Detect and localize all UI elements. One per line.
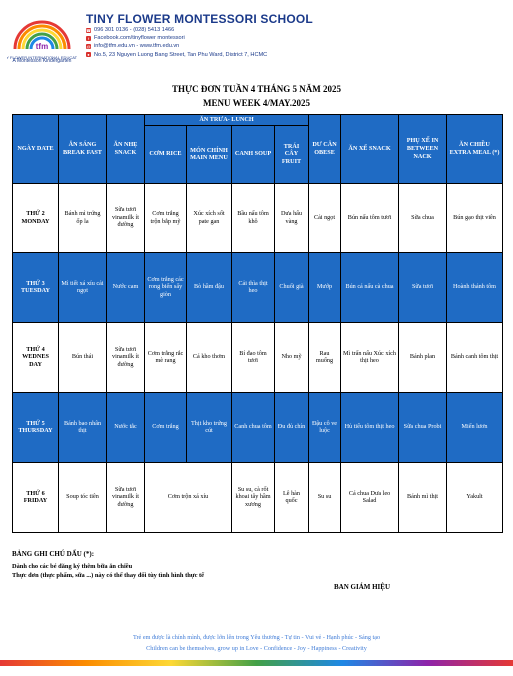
rice-cell: Cơm trắng rắc mè rang xyxy=(145,322,187,392)
day-cell: THỨ 2 MONDAY xyxy=(13,183,59,252)
snack-cell: Nước cam xyxy=(107,252,145,322)
table-row xyxy=(13,462,503,532)
extra-cell: Bún gạo thịt viên xyxy=(447,183,503,252)
wake-snack-cell: Cá chua Dưa leo Salad xyxy=(341,462,399,532)
obese-cell: Rau muống xyxy=(309,322,341,392)
header-main: MÓN CHÍNH MAIN MENU xyxy=(187,125,232,183)
soup-cell: Cải thìa thịt heo xyxy=(232,252,275,322)
extra-cell: Yakult xyxy=(447,462,503,532)
wake-snack-cell: Hủ tiếu tôm thịt heo xyxy=(341,392,399,462)
board-signature: BAN GIÁM HIỆU xyxy=(334,583,391,591)
menu-title-english: MENU WEEK 4/MAY.2025 xyxy=(203,98,310,108)
breakfast-cell: Soup tóc tiên xyxy=(59,462,107,532)
between-cell: Bánh plan xyxy=(399,322,447,392)
logo-mark: tfm xyxy=(35,42,49,51)
contact-info xyxy=(86,26,267,59)
rice-cell: Cơm trắng các rong biển sấy giòn xyxy=(145,252,187,322)
obese-cell: Su su xyxy=(309,462,341,532)
table-row xyxy=(13,183,503,252)
fruit-cell: Dưa hấu vàng xyxy=(275,183,309,252)
menu-title-vietnamese: THỰC ĐƠN TUẦN 4 THÁNG 5 NĂM 2025 xyxy=(171,84,342,94)
obese-cell: Mướp xyxy=(309,252,341,322)
extra-cell: Miến lươn xyxy=(447,392,503,462)
header-wake-snack: ĂN XẾ SNACK xyxy=(341,115,399,184)
logo-subtitle: A Montessori Kindergarten xyxy=(12,58,72,64)
extra-cell: Hoành thánh tôm xyxy=(447,252,503,322)
rice-main-cell: Cơm trộn xá xíu xyxy=(145,462,232,532)
wake-snack-cell: Mì trấn nấu Xúc xích thịt heo xyxy=(341,322,399,392)
logo-ring-text: FLOWER INTERNATIONAL EDUCAT xyxy=(9,55,77,60)
soup-cell: Bầu nấu tôm khô xyxy=(232,183,275,252)
breakfast-cell: Bún thái xyxy=(59,322,107,392)
snack-cell: Nước tắc xyxy=(107,392,145,462)
fruit-cell: Nho mỹ xyxy=(275,322,309,392)
notes-line-2: Thực đơn (thực phẩm, sữa ...) này có thể thay đổi tùy tình hình thực tế xyxy=(12,572,204,579)
address-text: No.5, 23 Nguyen Luong Bang Street, Tan Phu Ward, District 7, HCMC xyxy=(94,51,268,58)
facebook-icon: f xyxy=(87,35,90,41)
main-cell: Cá kho thơm xyxy=(187,322,232,392)
snack-cell: Sữa tươi vinamilk ít đường xyxy=(107,322,145,392)
main-cell: Thịt kho trứng cút xyxy=(187,392,232,462)
breakfast-cell: Bánh bao nhân thịt xyxy=(59,392,107,462)
day-cell: THỨ 4 WEDNES DAY xyxy=(13,322,59,392)
footer-motto-vietnamese: Trẻ em được là chính mình, được lớn lên trong Yêu thương - Tự tin - Vui vẻ - Hạnh phúc - Sáng tạo xyxy=(132,634,381,641)
rice-cell: Cơm trắng trộn bắp mỹ xyxy=(145,183,187,252)
main-cell: Xúc xích sốt pate gan xyxy=(187,183,232,252)
fruit-cell: Chuối già xyxy=(275,252,309,322)
fruit-cell: Lê hàn quốc xyxy=(275,462,309,532)
header-snack: ĂN NHẸ SNACK xyxy=(107,115,145,184)
breakfast-cell: Bánh mì trứng ốp la xyxy=(59,183,107,252)
soup-cell: Su su, cà rốt khoai tây hầm xương xyxy=(232,462,275,532)
main-cell: Bò hầm đậu xyxy=(187,252,232,322)
header-rice: CƠM RICE xyxy=(145,125,187,183)
phone-text: 096 301 0136 - (028) 5413 1466 xyxy=(94,27,175,33)
facebook-text: Facebook.com/tinyflower montessori xyxy=(94,35,185,42)
extra-cell: Bánh canh tôm thịt xyxy=(447,322,503,392)
email-text: info@tfm.edu.vn - www.tfm.edu.vn xyxy=(94,43,180,50)
header-date: NGÀY DATE xyxy=(13,115,59,184)
header-soup: CANH SOUP xyxy=(232,125,275,183)
snack-cell: Sữa tươi vinamilk ít đường xyxy=(107,183,145,252)
table-row xyxy=(13,392,503,462)
notes-line-1: Dành cho các bé đăng ký thêm bữa ăn chiều xyxy=(12,563,133,570)
table-row xyxy=(13,322,503,392)
day-cell: THỨ 5 THURSDAY xyxy=(13,392,59,462)
weekly-menu-table xyxy=(12,114,503,533)
snack-cell: Sữa tươi vinamilk ít đường xyxy=(107,462,145,532)
fruit-cell: Đu đủ chín xyxy=(275,392,309,462)
between-cell: Sữa chua xyxy=(399,183,447,252)
header-between-snack: PHỤ XẾ IN BETWEEN NACK xyxy=(399,115,447,184)
obese-cell: Đậu cô ve luộc xyxy=(309,392,341,462)
soup-cell: Bí đao tôm tươi xyxy=(232,322,275,392)
rice-cell: Cơm trắng xyxy=(145,392,187,462)
notes-title: BẢNG GHI CHÚ DẤU (*): xyxy=(12,550,95,558)
between-cell: Sữa chua Probi xyxy=(399,392,447,462)
rainbow-divider xyxy=(0,660,513,666)
between-cell: Bánh mì thịt xyxy=(399,462,447,532)
phone-icon: ☎ xyxy=(86,27,91,33)
table-row xyxy=(13,252,503,322)
day-cell: THỨ 3 TUESDAY xyxy=(13,252,59,322)
wake-snack-cell: Bún nấu tôm tươi xyxy=(341,183,399,252)
footer-motto-english: Children can be themselves, grow up in Love - Confidence - Joy - Happiness - Creativity xyxy=(146,645,367,652)
day-cell: THỨ 6 FRIDAY xyxy=(13,462,59,532)
header-breakfast: ĂN SÁNG BREAK FAST xyxy=(59,115,107,184)
header-obese: DƯ CÂN OBESE xyxy=(309,115,341,184)
email-icon: @ xyxy=(86,44,91,49)
header-extra-meal: ĂN CHIỀU EXTRA MEAL (*) xyxy=(447,115,503,184)
location-icon: ● xyxy=(87,52,90,58)
school-header xyxy=(0,0,513,72)
school-logo xyxy=(7,5,77,65)
header-fruit: TRÁI CÂY FRUIT xyxy=(275,125,309,183)
wake-snack-cell: Bún cá nấu cà chua xyxy=(341,252,399,322)
soup-cell: Canh chua tôm xyxy=(232,392,275,462)
header-lunch: ĂN TRƯA- LUNCH xyxy=(145,115,309,126)
breakfast-cell: Mì tiết xá xíu cải ngọt xyxy=(59,252,107,322)
obese-cell: Cải ngọt xyxy=(309,183,341,252)
between-cell: Sữa tươi xyxy=(399,252,447,322)
school-name: TINY FLOWER MONTESSORI SCHOOL xyxy=(86,12,313,26)
